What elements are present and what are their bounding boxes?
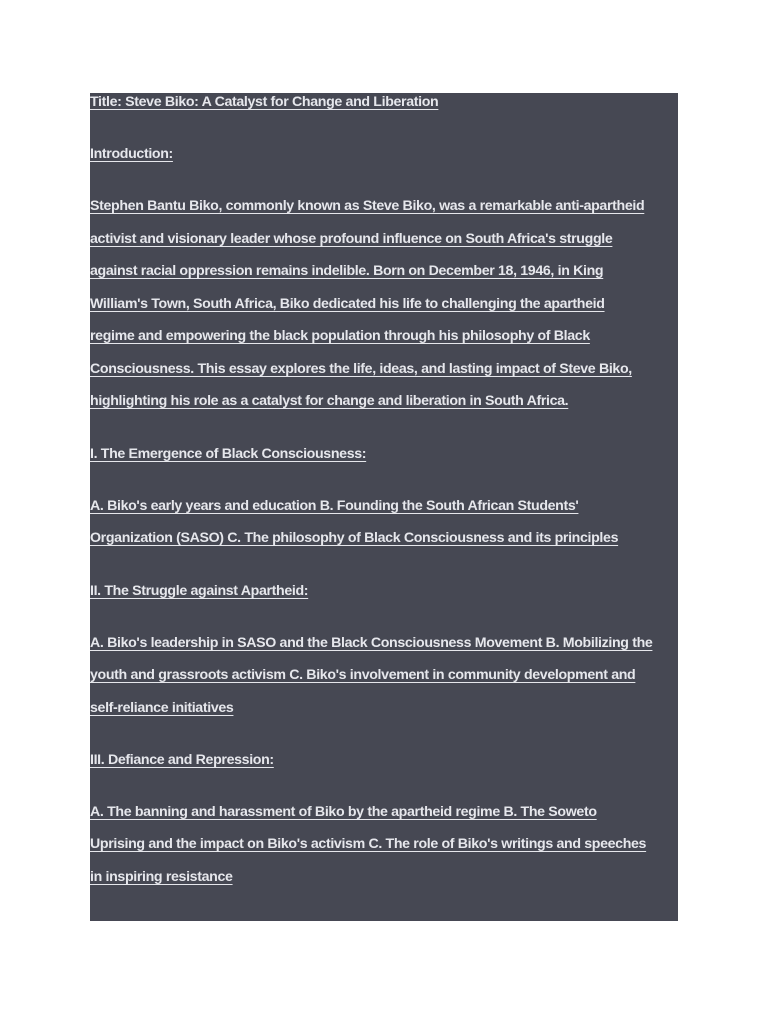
introduction-line: highlighting his role as a catalyst for change and liberation in South Africa. [90,393,569,409]
section-line: A. Biko's early years and education B. Founding the South African Students' [90,498,579,514]
section-line: youth and grassroots activism C. Biko's involvement in community development and [90,667,636,683]
section-line: self-reliance initiatives [90,700,234,716]
section-line: in inspiring resistance [90,869,233,885]
section-line: A. The banning and harassment of Biko by the apartheid regime B. The Soweto [90,804,597,820]
document-title: Title: Steve Biko: A Catalyst for Change and Liberation [90,94,439,110]
introduction-line: William's Town, South Africa, Biko dedicated his life to challenging the apartheid [90,296,605,312]
introduction-heading: Introduction: [90,146,173,162]
introduction-line: against racial oppression remains indelible. Born on December 18, 1946, in King [90,263,604,279]
introduction-line: activist and visionary leader whose profound influence on South Africa's struggle [90,231,613,247]
section-heading: II. The Struggle against Apartheid: [90,583,309,599]
introduction-line: Stephen Bantu Biko, commonly known as Steve Biko, was a remarkable anti-apartheid [90,198,645,214]
section-line: Organization (SASO) C. The philosophy of Black Consciousness and its principles [90,530,619,546]
section-line: Uprising and the impact on Biko's activism C. The role of Biko's writings and speeches [90,836,647,852]
section-heading: III. Defiance and Repression: [90,752,274,768]
introduction-line: Consciousness. This essay explores the life, ideas, and lasting impact of Steve Biko, [90,361,632,377]
introduction-line: regime and empowering the black population through his philosophy of Black [90,328,590,344]
document-text-block [90,93,678,921]
section-line: A. Biko's leadership in SASO and the Black Consciousness Movement B. Mobilizing the [90,635,653,651]
section-heading: I. The Emergence of Black Consciousness: [90,446,367,462]
